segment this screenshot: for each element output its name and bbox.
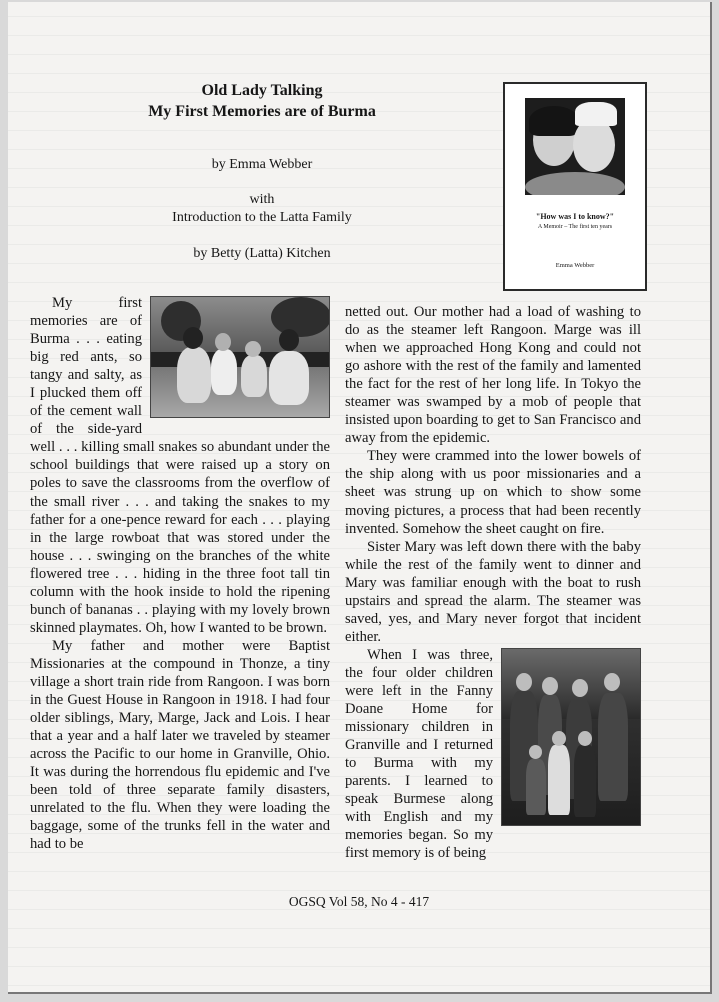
body-paragraph: My father and mother were Baptist Missionaries at the compound in Thonze, a tiny village a short train ride from Rangoon. I was born in the Guest House in Rangoon in 1918. I had four older siblings, Mary, Marge, Jack and Lois. I hear that a year and a half later we traveled by steamer across the Pacific to our home in Granville, Ohio. It was during the horrendous flu epidemic and I've been told of three separate family disasters, unrelated to the flu. When they were loading the baggage, some of the trunks fell in the water and had to be [30,637,330,853]
children-photo [150,296,330,418]
page-footer: OGSQ Vol 58, No 4 - 417 [288,894,430,909]
body-paragraph: netted out. Our mother had a load of washing to do as the steamer left Rangoon. Marge was ill when we approached Hong Kong and could not go ashore with the rest of the family and lamented the fact for the rest of her long life. In Tokyo the steamer was swamped by a mob of people that insisted upon boarding to get to San Francisco and away from the epidemic. [345,304,641,447]
intro-byline: by Betty (Latta) Kitchen [193,246,331,261]
left-column [30,294,330,853]
right-column [345,303,641,862]
couple-photo [525,98,625,195]
book-subtitle: A Memoir – The first ten years [537,224,613,230]
body-paragraph: Sister Mary was left down there with the baby while the rest of the family went to dinner and Mary was familiar enough with the boat to rush upstairs and spread the alarm. The steamer was saved, yes, and Mary never forgot that incident either. [345,538,641,645]
book-title: "How was I to know?" [535,212,615,221]
paragraph-text: When I was three, the four older children were left in the Fanny Doane Home for missionary children in Granville and I returned to Burma with my parents. I learned to speak Burmese along with English and my memories began. So my first memory is of being [345,646,493,862]
body-paragraph [345,646,641,863]
family-photo [501,648,641,826]
article-subtitle: My First Memories are of Burma [148,103,376,120]
intro-heading: Introduction to the Latta Family [172,210,352,225]
paragraph-text: My first memories are of Burma . . . eating big red ants, so tangy and salty, as I plucked them off of the cement wall of the side-yard well . . . killing small snakes so abundant under the school buildings that were raised up a story on poles to save the classrooms from the overflow of the small river . . . and taking the snakes to my father for a one-pence reward for each . . . playing in the large rowboat that was stored under the house . . . swinging on the branches of the white flowered tree . . . hiding in the three foot tall tin column with the hook inside to hold the ripening bunch of bananas . . playing with my lovely brown skinned playmates. Oh, how I wanted to be brown. [30,295,330,636]
with-label: with [249,192,275,207]
body-paragraph: They were crammed into the lower bowels of the ship along with us poor missionaries and a sheet was strung up on which to show some moving pictures, a process that had been recently invented. Somehow the sheet caught on fire. [345,448,641,537]
journal-page [8,2,712,994]
article-title: Old Lady Talking [201,82,323,99]
author-byline: by Emma Webber [211,157,313,172]
book-author: Emma Webber [555,262,595,269]
book-cover-image [503,82,647,291]
body-paragraph [30,294,330,637]
